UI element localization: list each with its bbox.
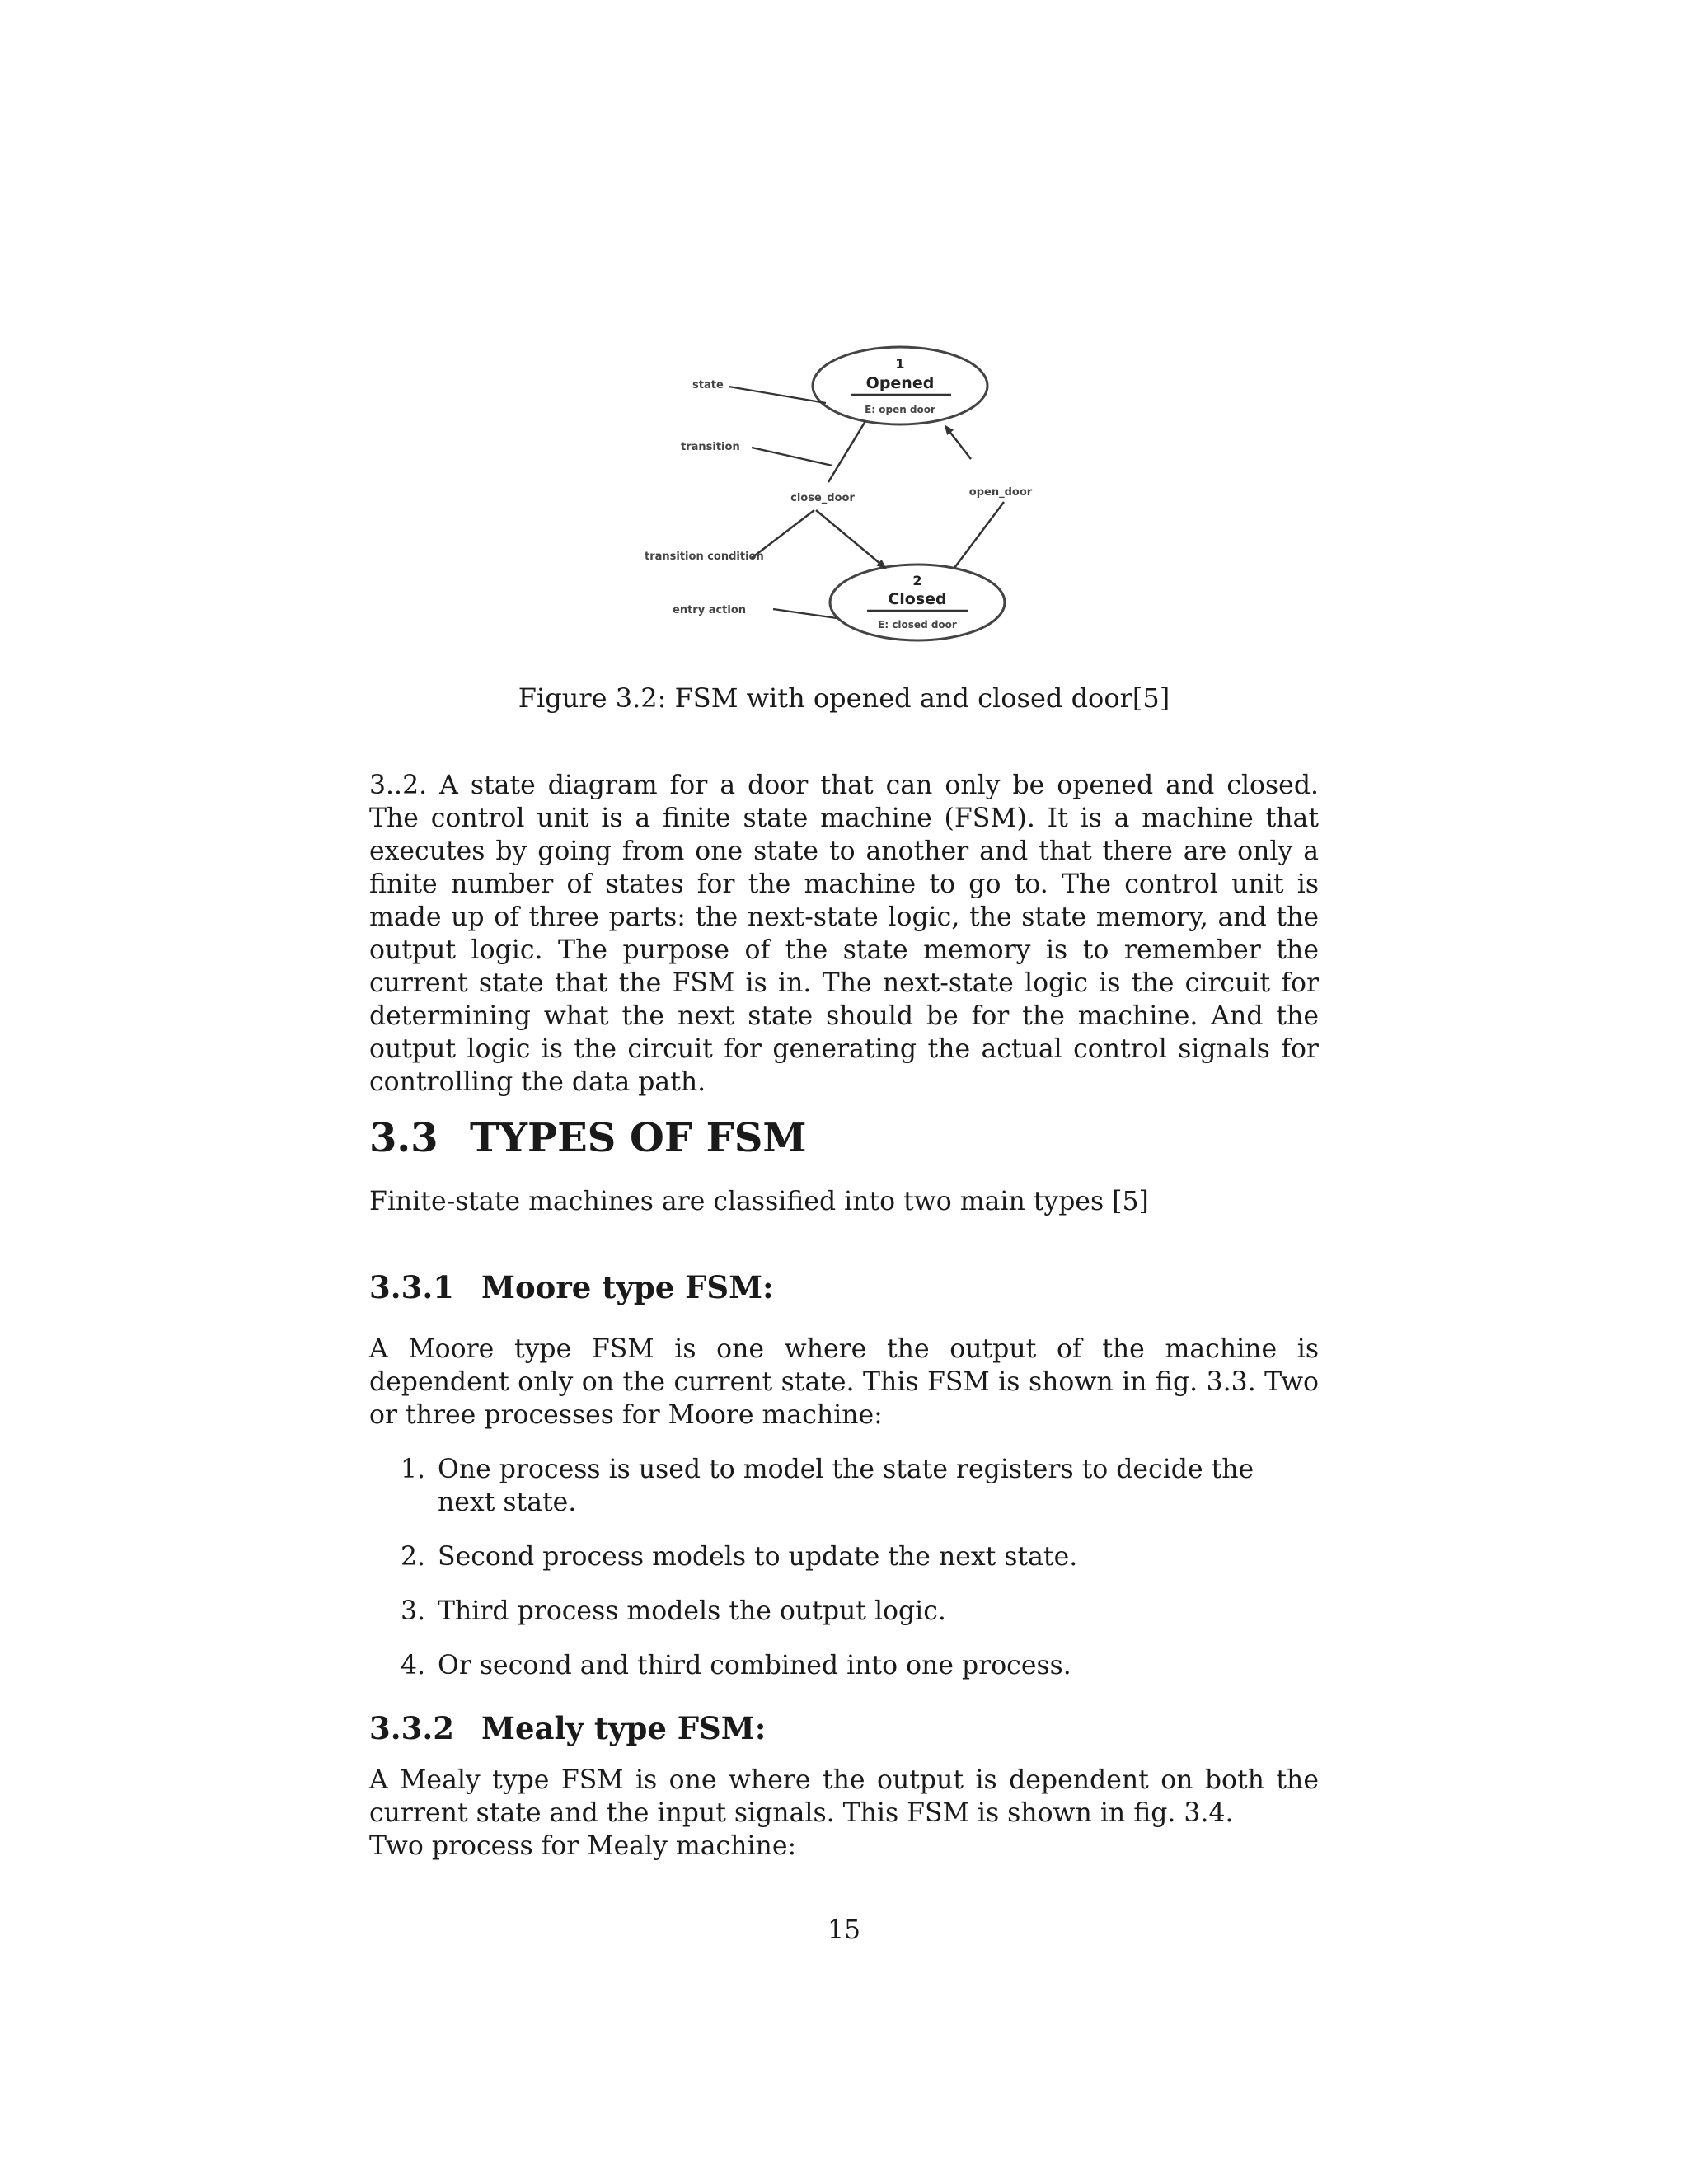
annotation-state	[692, 379, 826, 403]
mealy-paragraph: A Mealy type FSM is one where the output is dependent on both the current state and the input signals. This FSM is shown in fig. 3.4.	[369, 1765, 1319, 1828]
list-marker: 4.	[401, 1651, 426, 1680]
moore-process-list	[369, 1453, 1319, 1704]
annotation-entry-action-label: entry action	[673, 604, 747, 616]
annotation-transition-label: transition	[681, 441, 740, 453]
page-number: 15	[827, 1915, 861, 1945]
figure-caption: Figure 3.2: FSM with opened and closed door[5]	[518, 682, 1170, 714]
annotation-transition	[681, 441, 832, 466]
transition-open-door-label: open_door	[968, 486, 1033, 499]
list-item	[369, 1453, 1319, 1519]
list-marker: 3.	[401, 1596, 426, 1626]
subsection-title: Moore type FSM:	[481, 1269, 774, 1305]
subsection-heading-3-3-1	[369, 1268, 774, 1307]
subsection-number: 3.3.2	[369, 1710, 454, 1746]
list-item	[369, 1595, 1319, 1628]
mealy-process-intro: Two process for Mealy machine:	[369, 1831, 797, 1861]
transition-close-door	[752, 421, 885, 568]
state-closed	[830, 565, 1005, 640]
intro-paragraph: 3..2. A state diagram for a door that can only be opened and closed. The control unit is a finite state machine (FSM). It is a machine that executes by going from one state to another and that there are only a finite number of states for the machine to go to. The control unit is made up of three parts: the next-state logic, the state memory, and the output logic. The purpose of the state memory is to remember the current state that the FSM is in. The next-state logic is the circuit for determining what the next state should be for the machine. And the output logic is the circuit for generating the actual control signals for controlling the data path.	[369, 771, 1319, 1097]
transition-open-door	[945, 426, 1033, 568]
fsm-diagram	[635, 334, 1063, 655]
subsection-title: Mealy type FSM:	[481, 1710, 767, 1746]
state-closed-action: E: closed door	[878, 619, 957, 630]
list-item-text: Or second and third combined into one process.	[438, 1651, 1071, 1680]
list-item	[369, 1540, 1319, 1573]
fsm-door-figure	[635, 334, 1063, 655]
state-opened	[813, 347, 987, 424]
moore-paragraph: A Moore type FSM is one where the output of the machine is dependent only on the current state. This FSM is shown in fig. 3.3. Two or three processes for Moore machine:	[369, 1334, 1319, 1430]
section-heading-3-3	[369, 1113, 807, 1163]
subsection-heading-3-3-2	[369, 1708, 766, 1748]
list-item-text: Third process models the output logic.	[438, 1596, 946, 1626]
list-item-text: Second process models to update the next state.	[438, 1542, 1078, 1572]
section-title: TYPES OF FSM	[470, 1115, 807, 1161]
state-opened-name: Opened	[865, 374, 935, 392]
state-opened-action: E: open door	[865, 404, 935, 415]
annotation-entry-action	[673, 604, 837, 618]
state-opened-number: 1	[895, 356, 905, 372]
annotation-transition-condition-label: transition condition	[645, 551, 764, 563]
list-marker: 2.	[401, 1542, 426, 1572]
list-item-text: One process is used to model the state registers to decide the next state.	[438, 1455, 1254, 1517]
section-3-3-intro: Finite-state machines are classified into two main types [5]	[369, 1187, 1149, 1216]
section-number: 3.3	[369, 1115, 438, 1161]
list-item	[369, 1649, 1319, 1682]
annotation-transition-condition	[645, 551, 764, 563]
state-closed-name: Closed	[888, 590, 947, 608]
annotation-state-label: state	[692, 379, 724, 391]
subsection-number: 3.3.1	[369, 1269, 454, 1305]
list-marker: 1.	[401, 1455, 426, 1484]
state-closed-number: 2	[912, 573, 922, 588]
transition-close-door-label: close_door	[790, 492, 855, 504]
